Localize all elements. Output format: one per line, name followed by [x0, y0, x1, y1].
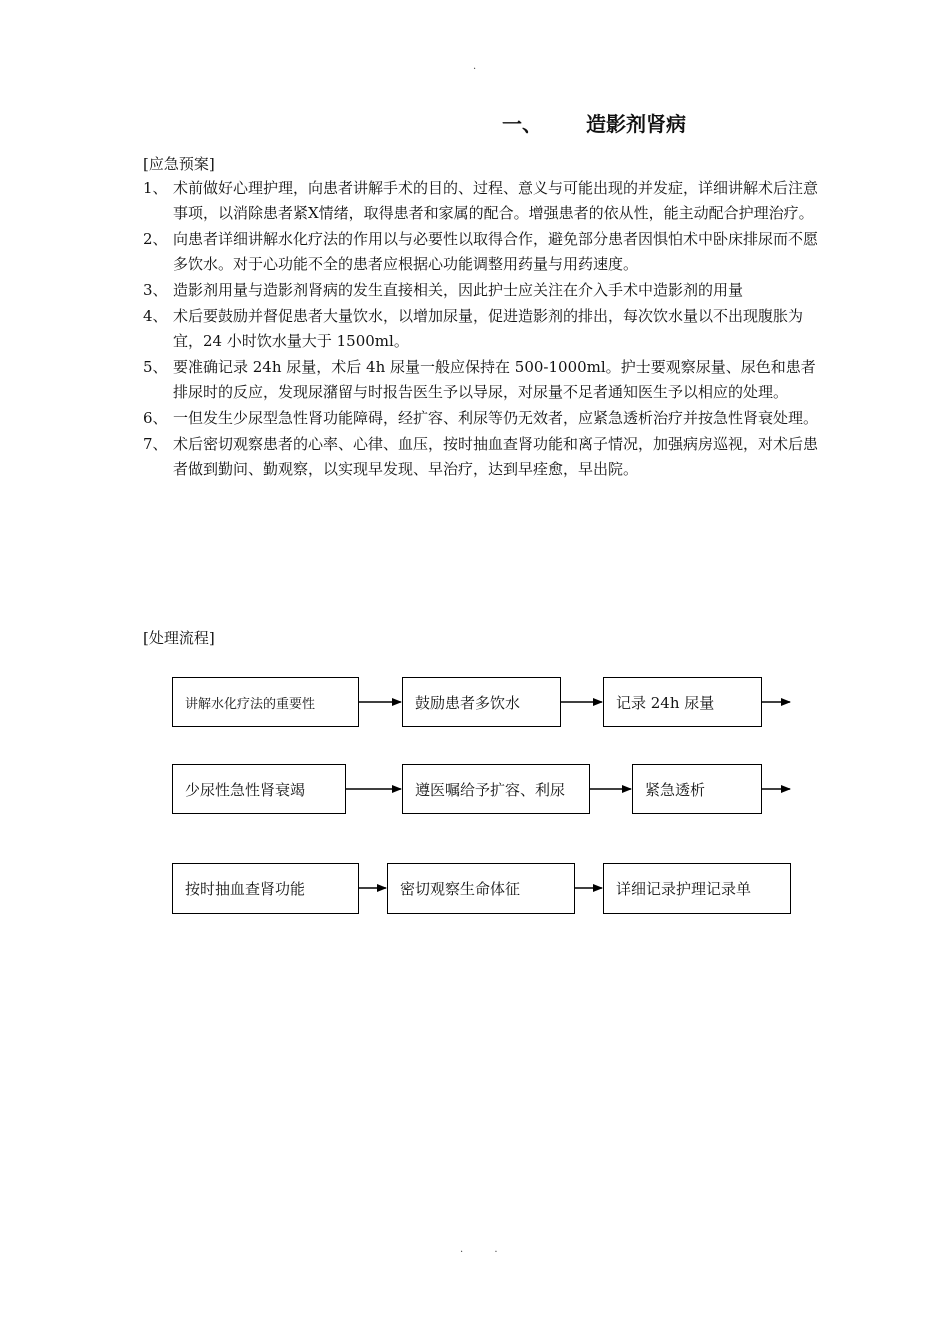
plan-item-text: 术后要鼓励并督促患者大量饮水，以增加尿量，促进造影剂的排出，每次饮水量以不出现腹胀为宜，24 小时饮水量大于 1500ml。: [173, 307, 804, 350]
flow-box-blood-test: 按时抽血查肾功能: [172, 863, 359, 914]
plan-item-text: 向患者详细讲解水化疗法的作用以与必要性以取得合作，避免部分患者因惧怕术中卧床排尿而不愿多饮水。对于心功能不全的患者应根据心功能调整用药量与用药速度。: [173, 230, 819, 273]
plan-item-number: 4、: [143, 307, 168, 325]
plan-item-number: 6、: [143, 409, 168, 427]
title-text: 造影剂肾病: [586, 112, 686, 136]
emergency-plan-label: [应急预案]: [143, 155, 215, 173]
flow-box-observe-vitals: 密切观察生命体征: [387, 863, 575, 914]
plan-item-number: 3、: [143, 281, 168, 299]
plan-item-number: 5、: [143, 358, 168, 376]
flow-box-emergency-dialysis: 紧急透析: [632, 764, 762, 814]
flow-box-nursing-record: 详细记录护理记录单: [603, 863, 791, 914]
plan-item-number: 2、: [143, 230, 168, 248]
plan-item-text: 要准确记录 24h 尿量，术后 4h 尿量一般应保持在 500-1000ml。护士要观察尿量、尿色和患者排尿时的反应，发现尿潴留与时报告医生予以导尿，对尿量不足者通知医生予以相应的处理。: [173, 358, 816, 401]
flow-box-encourage-drinking: 鼓励患者多饮水: [402, 677, 561, 727]
plan-item-number: 1、: [143, 179, 168, 197]
title-number: 一、: [502, 112, 542, 136]
plan-item-text: 术后密切观察患者的心率、心律、血压，按时抽血查肾功能和离子情况，加强病房巡视，对术后患者做到勤问、勤观察，以实现早发现、早治疗，达到早痊愈，早出院。: [173, 435, 819, 478]
flow-box-record-urine: 记录 24h 尿量: [603, 677, 762, 727]
plan-item-number: 7、: [143, 435, 168, 453]
plan-item-text: 造影剂用量与造影剂肾病的发生直接相关，因此护士应关注在介入手术中造影剂的用量: [173, 281, 744, 299]
plan-item-text: 术前做好心理护理，向患者讲解手术的目的、过程、意义与可能出现的并发症，详细讲解术后注意事项，以消除患者紧X情绪，取得患者和家属的配合。增强患者的依从性，能主动配合护理治疗。: [173, 179, 819, 222]
footer-marker: . .: [460, 1244, 512, 1255]
flow-box-expand-diuresis: 遵医嘱给予扩容、利尿: [402, 764, 590, 814]
plan-item-text: 一但发生少尿型急性肾功能障碍，经扩容、利尿等仍无效者，应紧急透析治疗并按急性肾衰处理。: [173, 409, 819, 427]
header-marker: .: [473, 61, 477, 72]
flow-box-hydration-importance: 讲解水化疗法的重要性: [172, 677, 359, 727]
process-flow-label: [处理流程]: [143, 629, 215, 647]
flow-box-acute-renal-failure: 少尿性急性肾衰竭: [172, 764, 346, 814]
